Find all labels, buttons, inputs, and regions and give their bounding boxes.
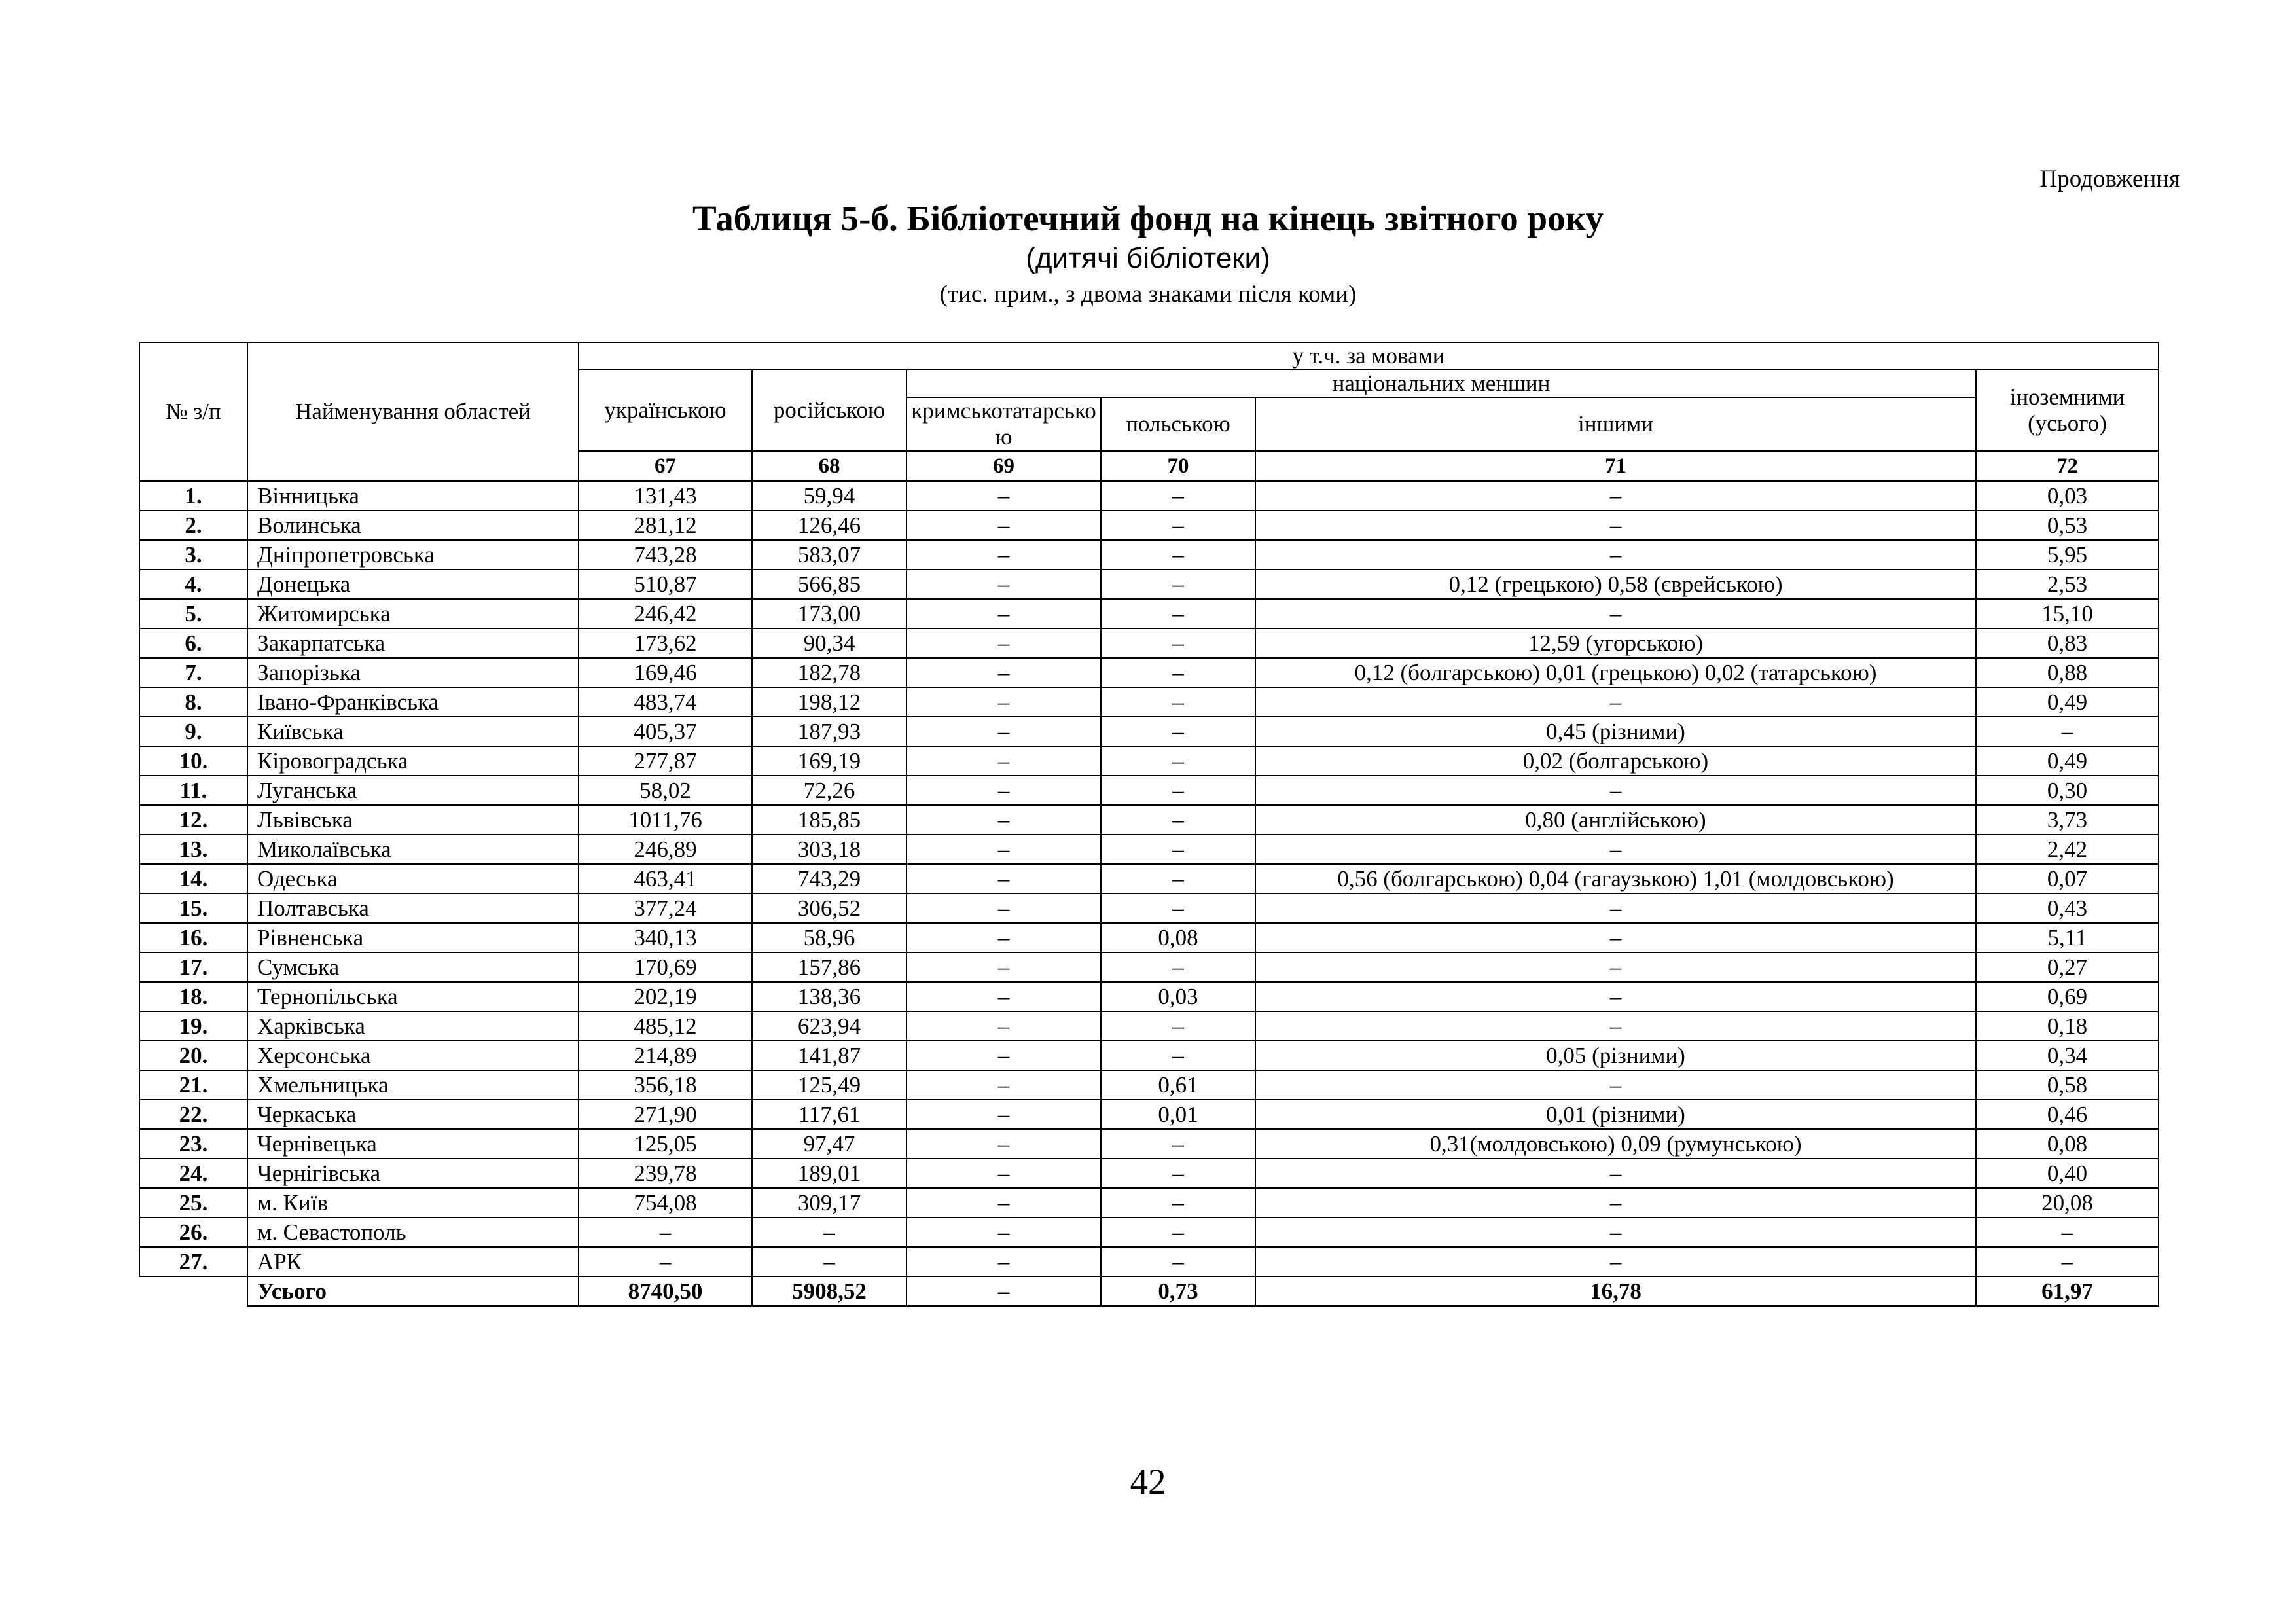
cell-others: – bbox=[1255, 1188, 1976, 1218]
row-number: 20. bbox=[139, 1041, 247, 1070]
cell-russian: 306,52 bbox=[752, 893, 906, 923]
region-name: Чернігівська bbox=[247, 1159, 579, 1188]
cell-polish: – bbox=[1101, 540, 1255, 569]
row-number: 3. bbox=[139, 540, 247, 569]
table-row bbox=[139, 982, 2159, 1011]
cell-crimean-tatar: – bbox=[906, 864, 1101, 893]
cell-others: – bbox=[1255, 511, 1976, 540]
cell-polish: – bbox=[1101, 893, 1255, 923]
cell-polish: – bbox=[1101, 658, 1255, 687]
cell-ukrainian: 743,28 bbox=[579, 540, 752, 569]
cell-crimean-tatar: – bbox=[906, 687, 1101, 717]
table-row bbox=[139, 1218, 2159, 1247]
header-crimean-tatar: кримськотатарською bbox=[906, 397, 1101, 451]
cell-ukrainian: 356,18 bbox=[579, 1070, 752, 1100]
region-name: Тернопільська bbox=[247, 982, 579, 1011]
table-row bbox=[139, 511, 2159, 540]
cell-others: – bbox=[1255, 481, 1976, 511]
cell-foreign: 0,43 bbox=[1976, 893, 2159, 923]
header-ukrainian: українською bbox=[579, 370, 752, 451]
region-name: Львівська bbox=[247, 805, 579, 835]
cell-crimean-tatar: – bbox=[906, 746, 1101, 776]
region-name: Полтавська bbox=[247, 893, 579, 923]
cell-russian: 169,19 bbox=[752, 746, 906, 776]
cell-russian: 125,49 bbox=[752, 1070, 906, 1100]
cell-crimean-tatar: – bbox=[906, 805, 1101, 835]
cell-russian: – bbox=[752, 1247, 906, 1276]
cell-polish: – bbox=[1101, 835, 1255, 864]
colnum: 67 bbox=[579, 451, 752, 481]
table-row bbox=[139, 952, 2159, 982]
cell-polish: – bbox=[1101, 776, 1255, 805]
cell-ukrainian: 271,90 bbox=[579, 1100, 752, 1129]
cell-russian: 309,17 bbox=[752, 1188, 906, 1218]
cell-others: 0,01 (різними) bbox=[1255, 1100, 1976, 1129]
total-others: 16,78 bbox=[1255, 1276, 1976, 1306]
region-name: Закарпатська bbox=[247, 628, 579, 658]
cell-others: – bbox=[1255, 776, 1976, 805]
row-number: 7. bbox=[139, 658, 247, 687]
cell-russian: 198,12 bbox=[752, 687, 906, 717]
cell-polish: – bbox=[1101, 481, 1255, 511]
cell-crimean-tatar: – bbox=[906, 1129, 1101, 1159]
table-row bbox=[139, 569, 2159, 599]
cell-russian: 189,01 bbox=[752, 1159, 906, 1188]
region-name: Миколаївська bbox=[247, 835, 579, 864]
cell-ukrainian: – bbox=[579, 1247, 752, 1276]
region-name: АРК bbox=[247, 1247, 579, 1276]
table-row bbox=[139, 776, 2159, 805]
cell-ukrainian: 170,69 bbox=[579, 952, 752, 982]
cell-ukrainian: 58,02 bbox=[579, 776, 752, 805]
total-ukrainian: 8740,50 bbox=[579, 1276, 752, 1306]
table-row bbox=[139, 599, 2159, 628]
header-foreign: іноземними (усього) bbox=[1976, 370, 2159, 451]
cell-others: – bbox=[1255, 687, 1976, 717]
library-fund-table bbox=[139, 342, 2159, 1307]
region-name: Волинська bbox=[247, 511, 579, 540]
table-row bbox=[139, 835, 2159, 864]
cell-foreign: 0,07 bbox=[1976, 864, 2159, 893]
table-row bbox=[139, 923, 2159, 952]
row-number: 6. bbox=[139, 628, 247, 658]
cell-foreign: 0,18 bbox=[1976, 1011, 2159, 1041]
total-label: Усього bbox=[247, 1276, 579, 1306]
cell-foreign: 5,11 bbox=[1976, 923, 2159, 952]
cell-others: – bbox=[1255, 540, 1976, 569]
header-others: іншими bbox=[1255, 397, 1976, 451]
cell-russian: 173,00 bbox=[752, 599, 906, 628]
region-name: Чернівецька bbox=[247, 1129, 579, 1159]
row-number: 23. bbox=[139, 1129, 247, 1159]
cell-russian: 182,78 bbox=[752, 658, 906, 687]
table-row bbox=[139, 1070, 2159, 1100]
cell-others: – bbox=[1255, 1159, 1976, 1188]
table-row bbox=[139, 1159, 2159, 1188]
cell-polish: – bbox=[1101, 1129, 1255, 1159]
row-number: 18. bbox=[139, 982, 247, 1011]
cell-foreign: 0,34 bbox=[1976, 1041, 2159, 1070]
cell-crimean-tatar: – bbox=[906, 599, 1101, 628]
cell-crimean-tatar: – bbox=[906, 1218, 1101, 1247]
units-note: (тис. прим., з двома знаками після коми) bbox=[939, 281, 1357, 308]
cell-russian: 187,93 bbox=[752, 717, 906, 746]
cell-russian: 303,18 bbox=[752, 835, 906, 864]
row-number: 13. bbox=[139, 835, 247, 864]
region-name: Черкаська bbox=[247, 1100, 579, 1129]
cell-crimean-tatar: – bbox=[906, 835, 1101, 864]
row-number: 26. bbox=[139, 1218, 247, 1247]
cell-others: 12,59 (угорською) bbox=[1255, 628, 1976, 658]
cell-others: – bbox=[1255, 1011, 1976, 1041]
colnum: 70 bbox=[1101, 451, 1255, 481]
cell-foreign: 20,08 bbox=[1976, 1188, 2159, 1218]
cell-russian: 566,85 bbox=[752, 569, 906, 599]
cell-others: 0,12 (болгарською) 0,01 (грецькою) 0,02 (татарською) bbox=[1255, 658, 1976, 687]
cell-polish: – bbox=[1101, 569, 1255, 599]
cell-ukrainian: 340,13 bbox=[579, 923, 752, 952]
region-name: Кіровоградська bbox=[247, 746, 579, 776]
cell-foreign: 0,30 bbox=[1976, 776, 2159, 805]
row-number: 19. bbox=[139, 1011, 247, 1041]
page-number: 42 bbox=[1130, 1462, 1166, 1502]
region-name: Донецька bbox=[247, 569, 579, 599]
total-row bbox=[139, 1276, 2159, 1306]
region-name: Дніпропетровська bbox=[247, 540, 579, 569]
cell-ukrainian: 463,41 bbox=[579, 864, 752, 893]
cell-ukrainian: 214,89 bbox=[579, 1041, 752, 1070]
cell-others: – bbox=[1255, 923, 1976, 952]
cell-others: – bbox=[1255, 1070, 1976, 1100]
cell-others: – bbox=[1255, 1218, 1976, 1247]
cell-others: – bbox=[1255, 599, 1976, 628]
cell-crimean-tatar: – bbox=[906, 540, 1101, 569]
cell-others: 0,80 (англійською) bbox=[1255, 805, 1976, 835]
cell-russian: 126,46 bbox=[752, 511, 906, 540]
region-name: Луганська bbox=[247, 776, 579, 805]
cell-polish: – bbox=[1101, 628, 1255, 658]
colnum: 69 bbox=[906, 451, 1101, 481]
cell-crimean-tatar: – bbox=[906, 1159, 1101, 1188]
header-russian: російською bbox=[752, 370, 906, 451]
cell-crimean-tatar: – bbox=[906, 481, 1101, 511]
cell-polish: – bbox=[1101, 952, 1255, 982]
cell-polish: – bbox=[1101, 717, 1255, 746]
cell-russian: 138,36 bbox=[752, 982, 906, 1011]
cell-ukrainian: 485,12 bbox=[579, 1011, 752, 1041]
cell-polish: – bbox=[1101, 805, 1255, 835]
table-body bbox=[139, 481, 2159, 1306]
table-row bbox=[139, 1188, 2159, 1218]
row-number: 15. bbox=[139, 893, 247, 923]
row-number: 24. bbox=[139, 1159, 247, 1188]
cell-foreign: 2,42 bbox=[1976, 835, 2159, 864]
region-name: Житомирська bbox=[247, 599, 579, 628]
header-languages: у т.ч. за мовами bbox=[579, 342, 2159, 370]
region-name: Рівненська bbox=[247, 923, 579, 952]
table-row bbox=[139, 1100, 2159, 1129]
cell-russian: 97,47 bbox=[752, 1129, 906, 1159]
cell-russian: 90,34 bbox=[752, 628, 906, 658]
cell-polish: – bbox=[1101, 1041, 1255, 1070]
header-minorities: національних меншин bbox=[906, 370, 1976, 397]
cell-crimean-tatar: – bbox=[906, 1041, 1101, 1070]
table-row bbox=[139, 717, 2159, 746]
cell-russian: 185,85 bbox=[752, 805, 906, 835]
cell-ukrainian: 246,42 bbox=[579, 599, 752, 628]
table-row bbox=[139, 540, 2159, 569]
region-name: Івано-Франківська bbox=[247, 687, 579, 717]
cell-ukrainian: 173,62 bbox=[579, 628, 752, 658]
cell-others: – bbox=[1255, 835, 1976, 864]
cell-crimean-tatar: – bbox=[906, 658, 1101, 687]
cell-crimean-tatar: – bbox=[906, 717, 1101, 746]
row-number: 21. bbox=[139, 1070, 247, 1100]
row-number: 8. bbox=[139, 687, 247, 717]
cell-crimean-tatar: – bbox=[906, 923, 1101, 952]
colnum: 68 bbox=[752, 451, 906, 481]
cell-foreign: – bbox=[1976, 1247, 2159, 1276]
cell-ukrainian: 1011,76 bbox=[579, 805, 752, 835]
cell-russian: – bbox=[752, 1218, 906, 1247]
cell-foreign: 2,53 bbox=[1976, 569, 2159, 599]
row-number: 10. bbox=[139, 746, 247, 776]
cell-russian: 141,87 bbox=[752, 1041, 906, 1070]
cell-ukrainian: 202,19 bbox=[579, 982, 752, 1011]
total-crimean-tatar: – bbox=[906, 1276, 1101, 1306]
cell-polish: – bbox=[1101, 1218, 1255, 1247]
row-number: 9. bbox=[139, 717, 247, 746]
cell-ukrainian: 483,74 bbox=[579, 687, 752, 717]
region-name: Київська bbox=[247, 717, 579, 746]
row-number: 27. bbox=[139, 1247, 247, 1276]
cell-ukrainian: 239,78 bbox=[579, 1159, 752, 1188]
total-polish: 0,73 bbox=[1101, 1276, 1255, 1306]
cell-crimean-tatar: – bbox=[906, 1100, 1101, 1129]
cell-ukrainian: 377,24 bbox=[579, 893, 752, 923]
cell-others: 0,12 (грецькою) 0,58 (єврейською) bbox=[1255, 569, 1976, 599]
cell-foreign: 0,49 bbox=[1976, 746, 2159, 776]
cell-others: – bbox=[1255, 982, 1976, 1011]
table-row bbox=[139, 746, 2159, 776]
row-number: 2. bbox=[139, 511, 247, 540]
cell-others: – bbox=[1255, 1247, 1976, 1276]
cell-crimean-tatar: – bbox=[906, 952, 1101, 982]
row-number: 1. bbox=[139, 481, 247, 511]
cell-polish: 0,08 bbox=[1101, 923, 1255, 952]
region-name: м. Севастополь bbox=[247, 1218, 579, 1247]
cell-crimean-tatar: – bbox=[906, 628, 1101, 658]
cell-foreign: 0,08 bbox=[1976, 1129, 2159, 1159]
row-number: 14. bbox=[139, 864, 247, 893]
cell-crimean-tatar: – bbox=[906, 1247, 1101, 1276]
cell-ukrainian: 246,89 bbox=[579, 835, 752, 864]
row-number: 16. bbox=[139, 923, 247, 952]
cell-polish: – bbox=[1101, 511, 1255, 540]
cell-ukrainian: 125,05 bbox=[579, 1129, 752, 1159]
cell-foreign: 0,53 bbox=[1976, 511, 2159, 540]
colnum: 72 bbox=[1976, 451, 2159, 481]
colnum: 71 bbox=[1255, 451, 1976, 481]
table-header bbox=[139, 342, 2159, 481]
cell-others: 0,05 (різними) bbox=[1255, 1041, 1976, 1070]
table-subtitle: (дитячі бібліотеки) bbox=[1026, 242, 1270, 274]
cell-ukrainian: 754,08 bbox=[579, 1188, 752, 1218]
cell-russian: 157,86 bbox=[752, 952, 906, 982]
header-region: Найменування областей bbox=[247, 342, 579, 481]
cell-polish: – bbox=[1101, 864, 1255, 893]
header-no: № з/п bbox=[139, 342, 247, 481]
cell-ukrainian: 510,87 bbox=[579, 569, 752, 599]
table-row bbox=[139, 893, 2159, 923]
table-row bbox=[139, 1041, 2159, 1070]
cell-foreign: 3,73 bbox=[1976, 805, 2159, 835]
cell-foreign: – bbox=[1976, 1218, 2159, 1247]
region-name: м. Київ bbox=[247, 1188, 579, 1218]
cell-russian: 58,96 bbox=[752, 923, 906, 952]
table-title: Таблиця 5-б. Бібліотечний фонд на кінець звітного року bbox=[692, 198, 1604, 238]
total-russian: 5908,52 bbox=[752, 1276, 906, 1306]
cell-crimean-tatar: – bbox=[906, 982, 1101, 1011]
cell-ukrainian: 131,43 bbox=[579, 481, 752, 511]
cell-ukrainian: – bbox=[579, 1218, 752, 1247]
cell-foreign: 0,27 bbox=[1976, 952, 2159, 982]
cell-ukrainian: 277,87 bbox=[579, 746, 752, 776]
cell-ukrainian: 405,37 bbox=[579, 717, 752, 746]
cell-polish: – bbox=[1101, 1011, 1255, 1041]
cell-russian: 117,61 bbox=[752, 1100, 906, 1129]
cell-foreign: 0,69 bbox=[1976, 982, 2159, 1011]
cell-foreign: 15,10 bbox=[1976, 599, 2159, 628]
cell-crimean-tatar: – bbox=[906, 893, 1101, 923]
cell-others: 0,56 (болгарською) 0,04 (гагаузькою) 1,01 (молдовською) bbox=[1255, 864, 1976, 893]
cell-foreign: 0,46 bbox=[1976, 1100, 2159, 1129]
cell-foreign: 5,95 bbox=[1976, 540, 2159, 569]
cell-crimean-tatar: – bbox=[906, 1011, 1101, 1041]
cell-others: 0,45 (різними) bbox=[1255, 717, 1976, 746]
cell-others: 0,02 (болгарською) bbox=[1255, 746, 1976, 776]
cell-foreign: 0,58 bbox=[1976, 1070, 2159, 1100]
table-row bbox=[139, 687, 2159, 717]
cell-polish: 0,61 bbox=[1101, 1070, 1255, 1100]
cell-ukrainian: 281,12 bbox=[579, 511, 752, 540]
row-number: 25. bbox=[139, 1188, 247, 1218]
table-row bbox=[139, 1129, 2159, 1159]
row-number: 12. bbox=[139, 805, 247, 835]
cell-foreign: 0,03 bbox=[1976, 481, 2159, 511]
row-number: 11. bbox=[139, 776, 247, 805]
row-number: 22. bbox=[139, 1100, 247, 1129]
cell-crimean-tatar: – bbox=[906, 1070, 1101, 1100]
table-row bbox=[139, 1011, 2159, 1041]
cell-polish: – bbox=[1101, 599, 1255, 628]
cell-polish: 0,01 bbox=[1101, 1100, 1255, 1129]
cell-polish: – bbox=[1101, 1247, 1255, 1276]
row-number: 17. bbox=[139, 952, 247, 982]
total-foreign: 61,97 bbox=[1976, 1276, 2159, 1306]
cell-foreign: 0,49 bbox=[1976, 687, 2159, 717]
cell-foreign: – bbox=[1976, 717, 2159, 746]
total-blank-cell bbox=[139, 1276, 247, 1306]
cell-russian: 59,94 bbox=[752, 481, 906, 511]
region-name: Вінницька bbox=[247, 481, 579, 511]
cell-others: 0,31(молдовською) 0,09 (румунською) bbox=[1255, 1129, 1976, 1159]
region-name: Хмельницька bbox=[247, 1070, 579, 1100]
cell-polish: – bbox=[1101, 687, 1255, 717]
cell-russian: 623,94 bbox=[752, 1011, 906, 1041]
cell-crimean-tatar: – bbox=[906, 511, 1101, 540]
cell-foreign: 0,40 bbox=[1976, 1159, 2159, 1188]
cell-polish: 0,03 bbox=[1101, 982, 1255, 1011]
region-name: Сумська bbox=[247, 952, 579, 982]
continuation-label: Продовження bbox=[2039, 166, 2180, 192]
region-name: Запорізька bbox=[247, 658, 579, 687]
cell-russian: 583,07 bbox=[752, 540, 906, 569]
cell-russian: 743,29 bbox=[752, 864, 906, 893]
cell-polish: – bbox=[1101, 1159, 1255, 1188]
region-name: Одеська bbox=[247, 864, 579, 893]
table-row bbox=[139, 628, 2159, 658]
table-row bbox=[139, 481, 2159, 511]
region-name: Херсонська bbox=[247, 1041, 579, 1070]
cell-crimean-tatar: – bbox=[906, 1188, 1101, 1218]
row-number: 5. bbox=[139, 599, 247, 628]
table-row bbox=[139, 1247, 2159, 1276]
table-row bbox=[139, 864, 2159, 893]
cell-polish: – bbox=[1101, 746, 1255, 776]
cell-ukrainian: 169,46 bbox=[579, 658, 752, 687]
cell-others: – bbox=[1255, 893, 1976, 923]
cell-russian: 72,26 bbox=[752, 776, 906, 805]
region-name: Харківська bbox=[247, 1011, 579, 1041]
cell-polish: – bbox=[1101, 1188, 1255, 1218]
cell-foreign: 0,83 bbox=[1976, 628, 2159, 658]
cell-crimean-tatar: – bbox=[906, 776, 1101, 805]
header-polish: польською bbox=[1101, 397, 1255, 451]
row-number: 4. bbox=[139, 569, 247, 599]
cell-foreign: 0,88 bbox=[1976, 658, 2159, 687]
cell-others: – bbox=[1255, 952, 1976, 982]
table-row bbox=[139, 658, 2159, 687]
cell-crimean-tatar: – bbox=[906, 569, 1101, 599]
table-row bbox=[139, 805, 2159, 835]
